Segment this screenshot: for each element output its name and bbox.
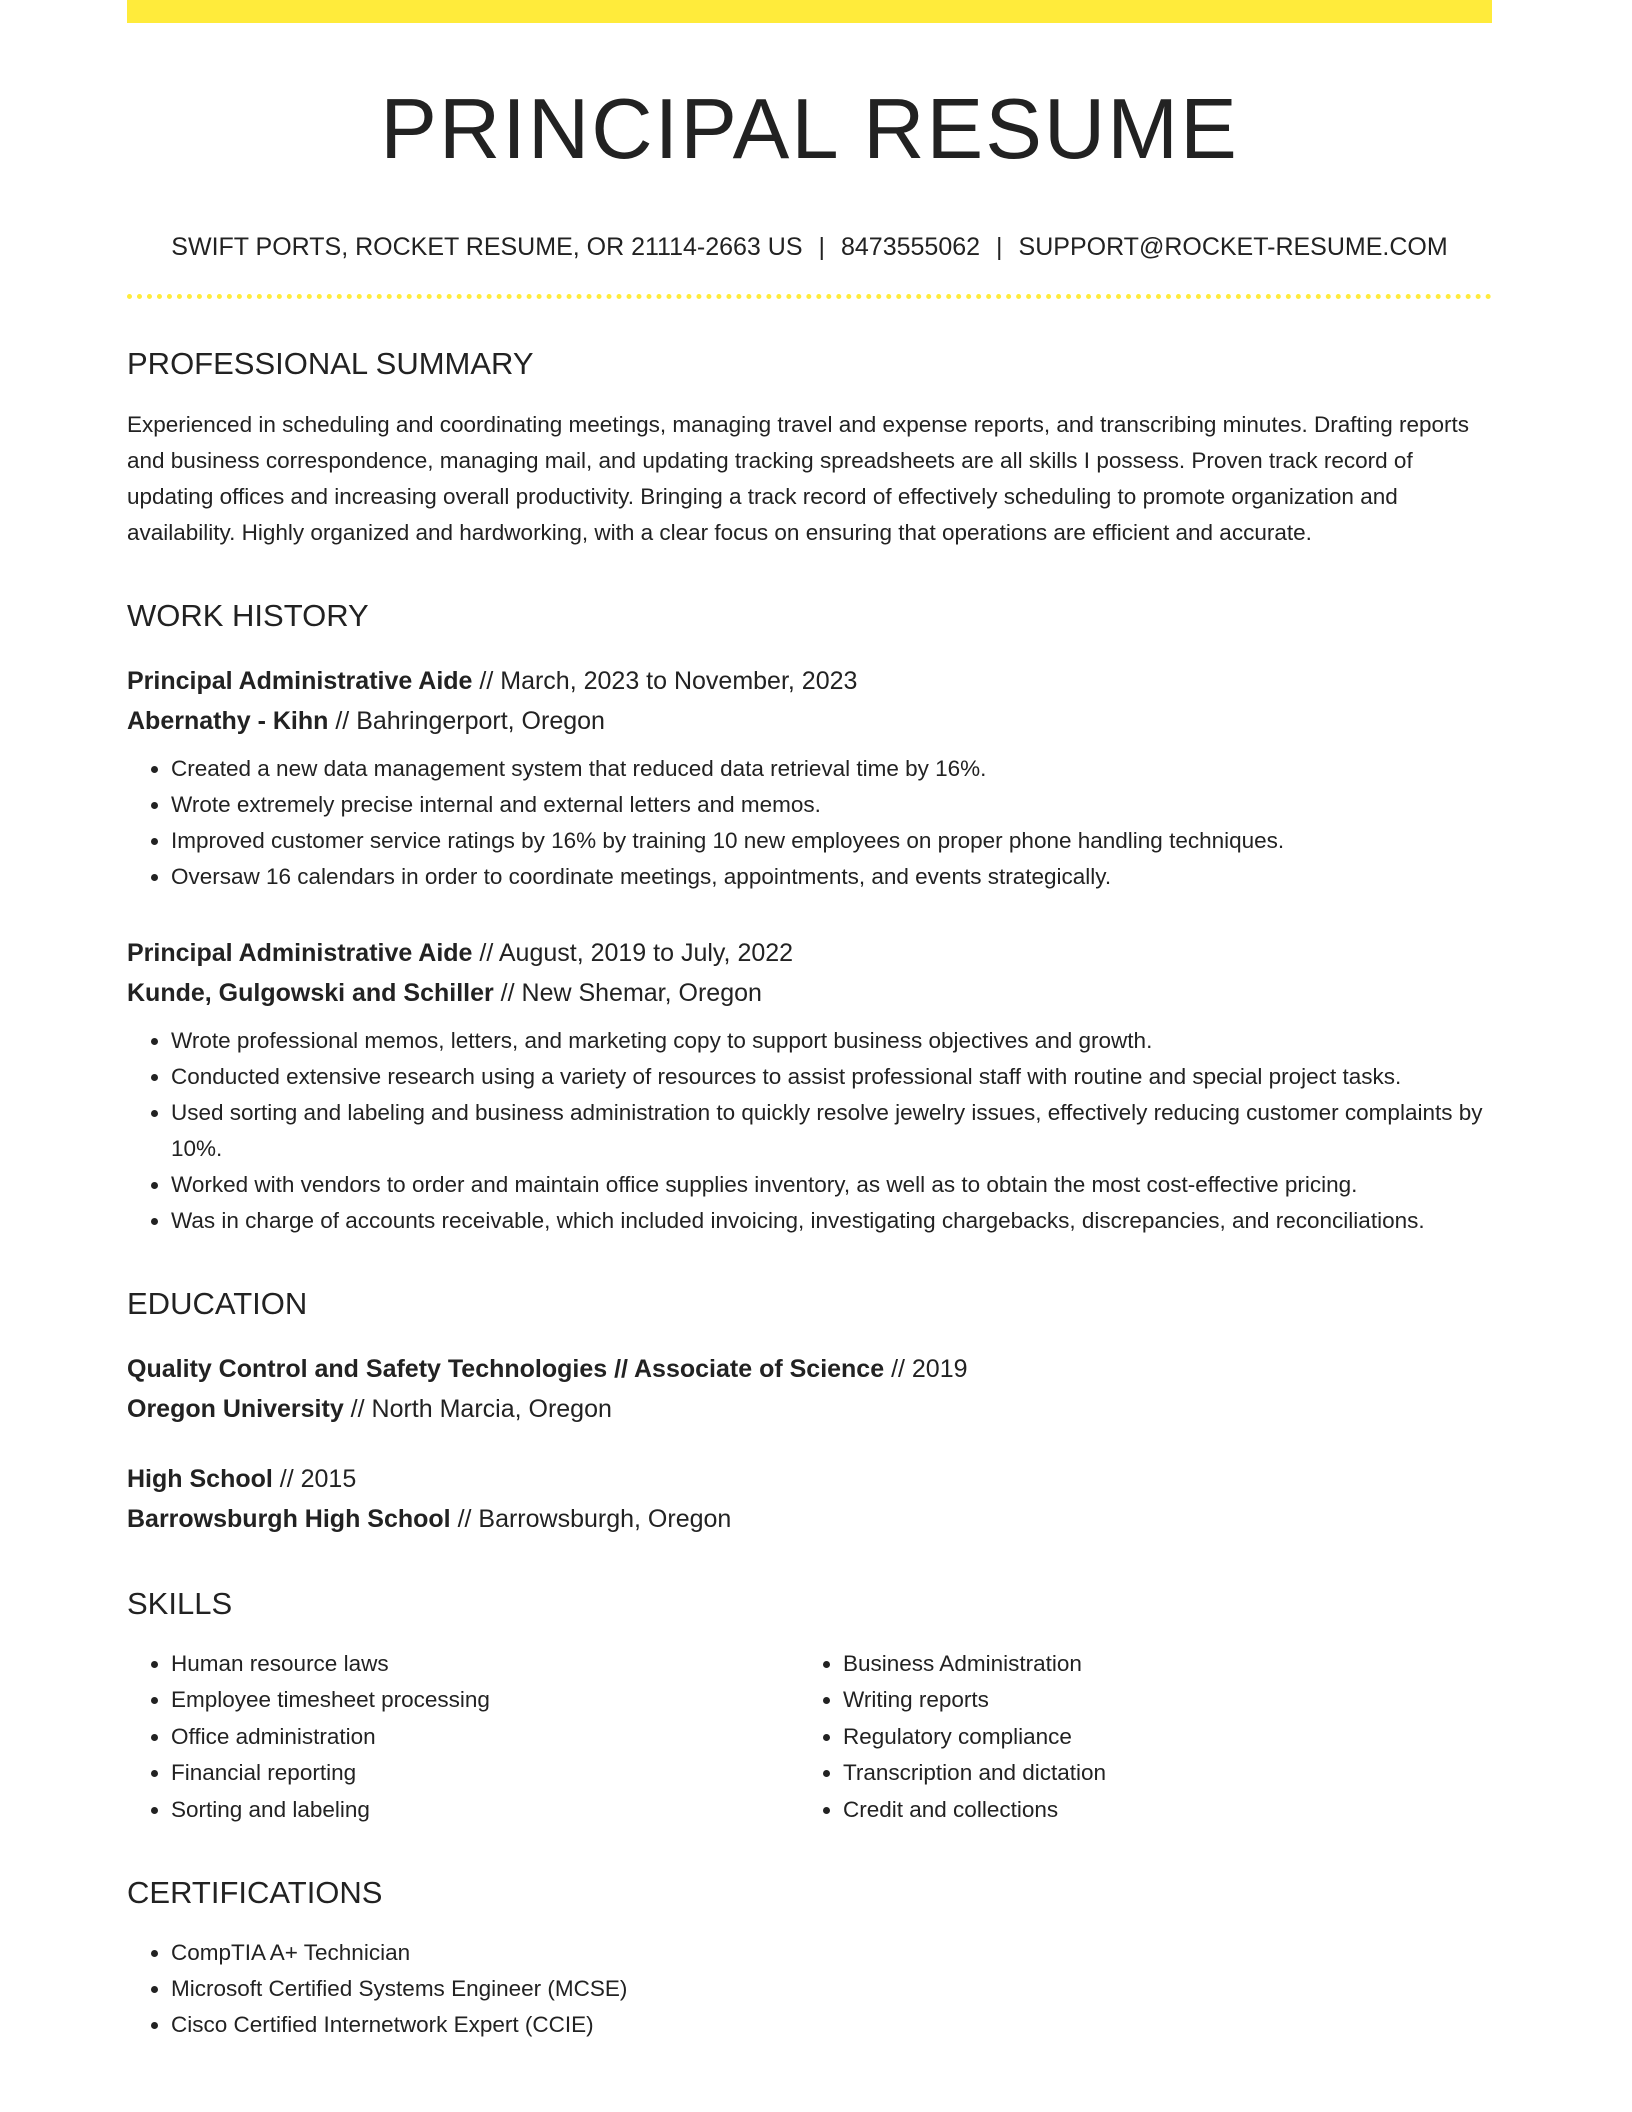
resume-name: PRINCIPAL RESUME (380, 82, 1239, 177)
education-school-line (127, 1389, 1492, 1429)
education-degree-line (127, 1349, 1492, 1389)
job-company: Abernathy - Kihn (127, 707, 329, 735)
job-bullet: • Wrote professional memos, letters, and marketing copy to support business objectives and growth. (171, 1023, 1492, 1059)
contact-separator: | (996, 233, 1003, 261)
skill-item: • Transcription and dictation (843, 1755, 1471, 1791)
job-bullet: • Oversaw 16 calendars in order to coordinate meetings, appointments, and events strategically. (171, 859, 1492, 895)
job-dates: // August, 2019 to July, 2022 (472, 939, 794, 967)
job-role-line (127, 933, 1492, 973)
job-role: Principal Administrative Aide (127, 939, 473, 967)
education-school: Barrowsburgh High School (127, 1505, 451, 1533)
job-entry (127, 661, 1492, 895)
contact-phone: 8473555062 (841, 233, 981, 261)
job-bullets (127, 751, 1492, 895)
certifications-title: CERTIFICATIONS (127, 1875, 383, 1911)
job-bullet: • Was in charge of accounts receivable, which included invoicing, investigating chargebacks, discrepancies, and reconciliations. (171, 1203, 1492, 1239)
job-bullet: • Conducted extensive research using a variety of resources to assist professional staff with routine and special project tasks. (171, 1059, 1492, 1095)
job-role-line (127, 661, 1492, 701)
job-bullet: • Worked with vendors to order and maintain office supplies inventory, as well as to obtain the most cost-effective pricing. (171, 1167, 1492, 1203)
education-degree: Quality Control and Safety Technologies // Associate of Science (127, 1355, 885, 1383)
certification-item: • Microsoft Certified Systems Engineer (MCSE) (171, 1971, 1492, 2007)
contact-address: SWIFT PORTS, ROCKET RESUME, OR 21114-2663 US (171, 233, 803, 261)
job-location: // Bahringerport, Oregon (328, 707, 605, 735)
skill-item: • Office administration (171, 1719, 799, 1755)
education-degree-line (127, 1459, 1492, 1499)
education-year: // 2015 (272, 1465, 357, 1493)
resume-content (127, 0, 1492, 2066)
education-degree: High School (127, 1465, 273, 1493)
job-bullets (127, 1023, 1492, 1239)
job-dates: // March, 2023 to November, 2023 (472, 667, 858, 695)
dotted-divider (127, 294, 1492, 299)
skills-title: SKILLS (127, 1586, 233, 1621)
job-company-line (127, 701, 1492, 741)
job-company-line (127, 973, 1492, 1013)
accent-bar (127, 0, 1492, 23)
skill-item: • Financial reporting (171, 1755, 799, 1791)
skill-item: • Employee timesheet processing (171, 1682, 799, 1718)
education-school: Oregon University (127, 1395, 344, 1423)
job-bullet: • Created a new data management system that reduced data retrieval time by 16%. (171, 751, 1492, 787)
education-location: // Barrowsburgh, Oregon (450, 1505, 732, 1533)
summary-title: PROFESSIONAL SUMMARY (127, 346, 534, 381)
contact-separator: | (818, 233, 825, 261)
job-company: Kunde, Gulgowski and Schiller (127, 979, 494, 1007)
job-bullet: • Wrote extremely precise internal and external letters and memos. (171, 787, 1492, 823)
job-bullet: • Used sorting and labeling and business administration to quickly resolve jewelry issues, effectively reducing customer complaints by 10%. (171, 1095, 1492, 1167)
job-entry (127, 933, 1492, 1239)
skill-item: • Credit and collections (843, 1792, 1471, 1828)
certification-item: • Cisco Certified Internetwork Expert (CCIE) (171, 2007, 1492, 2043)
education-year: // 2019 (884, 1355, 968, 1383)
education-title: EDUCATION (127, 1286, 308, 1321)
summary-text: Experienced in scheduling and coordinating meetings, managing travel and expense reports, and transcribing minutes. Drafting reports and business correspondence, managing mail, and updating tracking spreadsheets are all skills I possess. Proven track record of updating offices and increasing overall productivity. Bringing a track record of effectively scheduling to promote organization and availability. Highly organized and hardworking, with a clear focus on ensuring that operations are efficient and accurate. (127, 412, 1470, 545)
job-role: Principal Administrative Aide (127, 667, 473, 695)
skill-item: • Regulatory compliance (843, 1719, 1471, 1755)
work-history-title: WORK HISTORY (127, 598, 369, 633)
contact-line (127, 230, 1492, 264)
education-location: // North Marcia, Oregon (343, 1395, 612, 1423)
skill-item: • Business Administration (843, 1646, 1471, 1682)
job-bullet: • Improved customer service ratings by 16% by training 10 new employees on proper phone handling techniques. (171, 823, 1492, 859)
skill-item: • Human resource laws (171, 1646, 799, 1682)
education-entry (127, 1349, 1492, 1429)
skill-item: • Sorting and labeling (171, 1792, 799, 1828)
education-entry (127, 1459, 1492, 1539)
job-location: // New Shemar, Oregon (493, 979, 762, 1007)
skills-right-column (799, 1646, 1471, 1828)
skills-columns (127, 1646, 1492, 1828)
education-school-line (127, 1499, 1492, 1539)
contact-email: SUPPORT@ROCKET-RESUME.COM (1018, 233, 1448, 261)
certification-item: • CompTIA A+ Technician (171, 1935, 1492, 1971)
skill-item: • Writing reports (843, 1682, 1471, 1718)
certifications-list (127, 1935, 1492, 2043)
skills-left-column (127, 1646, 799, 1828)
